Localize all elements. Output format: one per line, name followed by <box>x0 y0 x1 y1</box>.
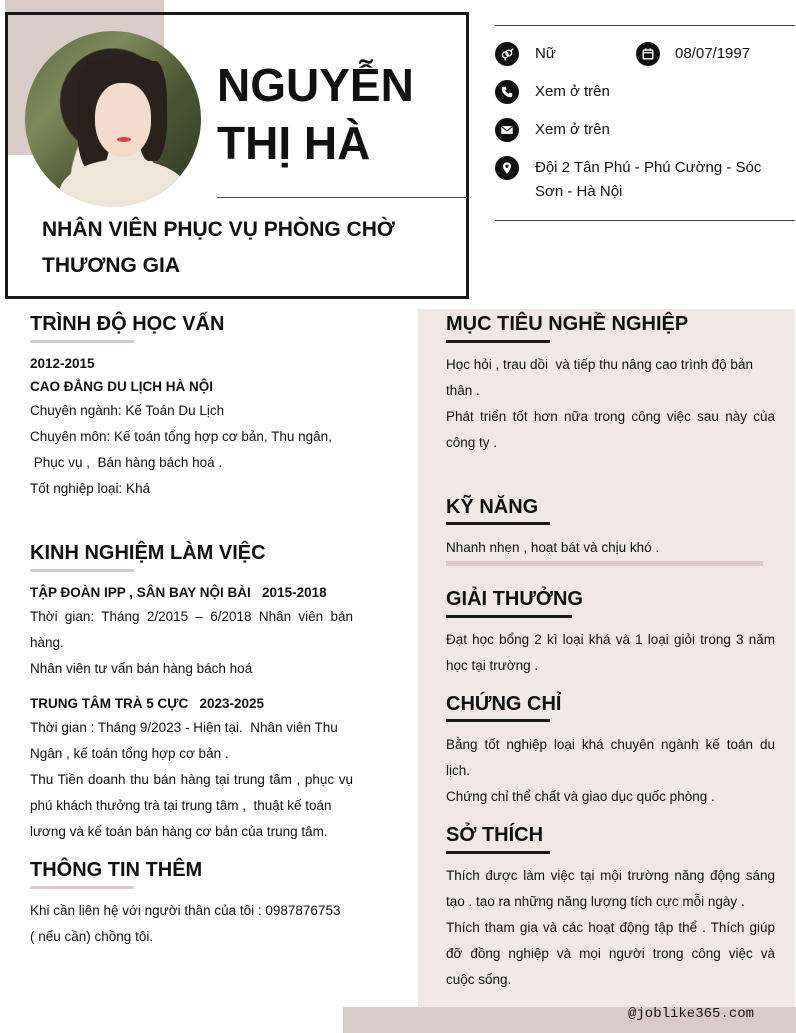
job-1-line: hàng. <box>30 635 64 650</box>
divider <box>217 197 467 198</box>
job-title-line-2: THƯƠNG GIA <box>42 254 180 277</box>
address-line-1: Đội 2 Tân Phú - Phú Cường - Sóc <box>535 159 762 176</box>
birthdate-value: 08/07/1997 <box>675 45 751 62</box>
section-underline <box>30 886 134 889</box>
education-subjects-1: Chuyên môn: Kế toán tổng hợp cơ bản, Thu ngân, <box>30 429 332 444</box>
objective-line: thân . <box>446 383 480 398</box>
email-value: Xem ở trên <box>535 121 610 138</box>
name-line-2: THỊ HÀ <box>217 117 371 169</box>
job-1-header: TẬP ĐOÀN IPP , SÂN BAY NỘI BÀI 2015-2018 <box>30 585 327 600</box>
job-title-line-1: NHÂN VIÊN PHỤC VỤ PHÒNG CHỜ <box>42 218 395 241</box>
gender-value: Nữ <box>535 45 556 62</box>
job-2-line: Thời gian : Tháng 9/2023 - Hiện tại. Nhân viên Thu <box>30 720 338 735</box>
more-info-title: THÔNG TIN THÊM <box>30 859 203 881</box>
objective-line: Phát triển tốt hơn nữa trong công việc sau này của <box>446 409 775 424</box>
job-2-line: Thu Tiền doanh thu bán hàng tại trung tâm , phục vụ <box>30 772 353 787</box>
awards-title: GIẢI THƯỞNG <box>446 588 583 610</box>
certificates-title: CHỨNG CHỈ <box>446 693 562 715</box>
education-subjects-2: Phục vụ , Bán hàng bách hoá . <box>30 455 223 470</box>
hobbies-line: đỡ đồng nghiệp và mọi người trong công việc và <box>446 946 775 961</box>
education-years: 2012-2015 <box>30 356 95 371</box>
job-2-line: Ngân , kế toán tổng hợp cơ bản . <box>30 746 229 761</box>
hobbies-title: SỞ THÍCH <box>446 824 544 846</box>
section-underline <box>30 340 134 343</box>
section-underline <box>446 340 550 343</box>
objective-line: công ty . <box>446 435 498 450</box>
avatar <box>25 31 201 207</box>
job-2-line: lương và kế toán bán hàng cơ bản của trung tâm. <box>30 824 328 839</box>
name-line-1: NGUYỄN <box>217 59 414 111</box>
divider <box>495 25 795 26</box>
candidate-name <box>217 56 457 172</box>
skill-level-bar <box>446 561 763 566</box>
location-icon <box>495 156 519 180</box>
certificates-line-3: Chứng chỉ thể chất và giao dục quốc phòng . <box>446 789 715 804</box>
mail-icon <box>495 118 519 142</box>
address-line-2: Sơn - Hà Nội <box>535 183 623 200</box>
hobbies-line: tạo . tạo ra những năng lượng tích cực mỗi ngày . <box>446 894 745 909</box>
objective-title: MỤC TIÊU NGHỀ NGHIỆP <box>446 313 689 335</box>
job-2-line: phú khách thưởng trà tại trung tâm , thuật kế toán <box>30 798 332 813</box>
skills-title: KỸ NĂNG <box>446 496 539 518</box>
more-info-line-2: ( nếu cần) chồng tôi. <box>30 929 154 944</box>
divider <box>495 220 795 221</box>
phone-value: Xem ở trên <box>535 83 610 100</box>
job-title <box>42 212 442 284</box>
objective-line: Học hỏi , trau dồi và tiếp thu nâng cao trình độ bản <box>446 357 753 372</box>
job-1-line: Nhân viên tư vấn bán hàng bách hoá <box>30 661 253 676</box>
job-2-header: TRUNG TÂM TRÀ 5 CỰC 2023-2025 <box>30 696 265 711</box>
education-school: CAO ĐẲNG DU LỊCH HÀ NỘI <box>30 379 213 394</box>
certificates-line-1: Bằng tốt nghiệp loại khá chuyên ngành kế toán du <box>446 737 775 752</box>
skills-line: Nhanh nhẹn , hoạt bát và chịu khó . <box>446 540 660 555</box>
phone-icon <box>495 80 519 104</box>
certificates-line-2: lịch. <box>446 763 471 778</box>
experience-title: KINH NGHIỆM LÀM VIỆC <box>30 542 266 564</box>
section-underline <box>446 851 550 854</box>
section-underline <box>446 719 550 722</box>
hobbies-line: cuộc sống. <box>446 972 512 987</box>
hobbies-line: Thích tham gia và các hoạt động tập thể . Thích giúp <box>446 920 775 935</box>
hobbies-line: Thích được làm việc tại mội trường năng động sáng <box>446 868 775 883</box>
education-grade: Tốt nghiệp loại: Khá <box>30 481 151 496</box>
education-title: TRÌNH ĐỘ HỌC VẤN <box>30 313 225 335</box>
section-underline <box>446 522 550 525</box>
education-major: Chuyên ngành: Kế Toán Du Lịch <box>30 403 225 418</box>
more-info-line-1: Khi cần liên hệ với người thân của tôi : 0987876753 <box>30 903 341 918</box>
section-underline <box>30 569 134 572</box>
section-underline <box>446 615 572 618</box>
footer-watermark[interactable]: @joblike365.com <box>628 1006 755 1022</box>
calendar-icon <box>636 42 660 66</box>
gender-icon <box>495 42 519 66</box>
job-1-line: Thời gian: Tháng 2/2015 – 6/2018 Nhân viên bán <box>30 609 353 624</box>
address-value <box>535 156 785 204</box>
awards-line-1: Đạt học bổng 2 kì loại khá và 1 loại giỏi trong 3 năm <box>446 632 775 647</box>
awards-line-2: học tại trường . <box>446 658 539 673</box>
